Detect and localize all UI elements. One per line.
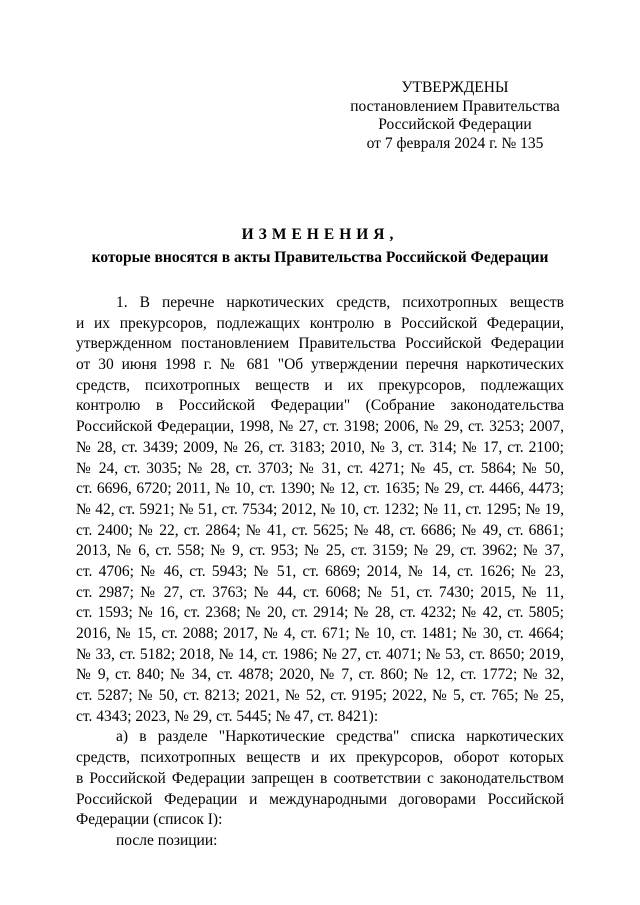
text-line: в Российской Федерации запрещен в соответствии с законодательством (76, 769, 564, 787)
text-line: ст. 4343; 2023, № 29, ст. 5445; № 47, ст. 8421): (76, 707, 379, 725)
text-line: 2016, № 15, ст. 2088; 2017, № 4, ст. 671; № 10, ст. 1481; № 30, ст. 4664; (76, 625, 564, 642)
paragraph-3 (76, 831, 564, 852)
approval-heading: УТВЕРЖДЕНЫ (401, 79, 509, 96)
text-line: после позиции: (116, 831, 218, 849)
text-line: а) в разделе "Наркотические средства" списка наркотических (116, 728, 564, 746)
text-line: контролю в Российской Федерации" (Собрание законодательства (76, 397, 564, 415)
text-line: средств, психотропных веществ и их прекурсоров, подлежащих (76, 376, 564, 394)
approval-line: от 7 февраля 2024 г. № 135 (366, 134, 544, 152)
text-line: средств, психотропных веществ и их прекурсоров, оборот которых (76, 749, 564, 767)
approval-line: постановлением Правительства (350, 97, 560, 115)
text-line: № 42, ст. 5921; № 51, ст. 7534; 2012, № 10, ст. 1232; № 11, ст. 1295; № 19, (76, 500, 564, 518)
document-subtitle: которые вносятся в акты Правительства Российской Федерации (91, 249, 549, 266)
text-line: ст. 6696, 6720; 2011, № 10, ст. 1390; № 12, ст. 1635; № 29, ст. 4466, 4473; (76, 480, 564, 498)
text-line: ст. 4706; № 46, ст. 5943; № 51, ст. 6869; 2014, № 14, ст. 1626; № 23, (76, 562, 564, 580)
text-line: ст. 2400; № 22, ст. 2864; № 41, ст. 5625; № 48, ст. 6686; № 49, ст. 6861; (76, 521, 564, 539)
approval-stamp (340, 79, 570, 153)
text-line: ст. 2987; № 27, ст. 3763; № 44, ст. 6068; № 51, ст. 7430; 2015, № 11, (76, 583, 564, 601)
approval-line: Российской Федерации (378, 116, 532, 133)
text-line: 2013, № 6, ст. 558; № 9, ст. 953; № 25, ст. 3159; № 29, ст. 3962; № 37, (76, 542, 564, 560)
document-title: ИЗМЕНЕНИЯ, (241, 226, 399, 243)
text-line: Российской Федерации и международными договорами Российской (76, 790, 564, 808)
text-line: Российской Федерации, 1998, № 27, ст. 3198; 2006, № 29, ст. 3253; 2007, (76, 418, 564, 436)
paragraph-1 (76, 293, 564, 727)
document-body (76, 293, 564, 852)
text-line: и их прекурсоров, подлежащих контролю в Российской Федерации, (76, 314, 564, 332)
text-line: Федерации (список I): (76, 811, 223, 829)
text-line: ст. 1593; № 16, ст. 2368; № 20, ст. 2914; № 28, ст. 4232; № 42, ст. 5805; (76, 604, 564, 622)
text-line: от 30 июня 1998 г. № 681 "Об утверждении перечня наркотических (76, 356, 564, 374)
text-line: № 24, ст. 3035; № 28, ст. 3703; № 31, ст. 4271; № 45, ст. 5864; № 50, (76, 459, 564, 477)
paragraph-2 (76, 727, 564, 830)
text-line: 1. В перечне наркотических средств, психотропных веществ (116, 294, 564, 311)
text-line: № 28, ст. 3439; 2009, № 26, ст. 3183; 2010, № 3, ст. 314; № 17, ст. 2100; (76, 438, 564, 456)
text-line: утвержденном постановлением Правительства Российской Федерации (76, 335, 564, 353)
text-line: № 33, ст. 5182; 2018, № 14, ст. 1986; № 27, ст. 4071; № 53, ст. 8650; 2019, (76, 645, 564, 663)
text-line: № 9, ст. 840; № 34, ст. 4878; 2020, № 7, ст. 860; № 12, ст. 1772; № 32, (76, 666, 564, 684)
text-line: ст. 5287; № 50, ст. 8213; 2021, № 52, ст. 9195; 2022, № 5, ст. 765; № 25, (76, 687, 564, 705)
